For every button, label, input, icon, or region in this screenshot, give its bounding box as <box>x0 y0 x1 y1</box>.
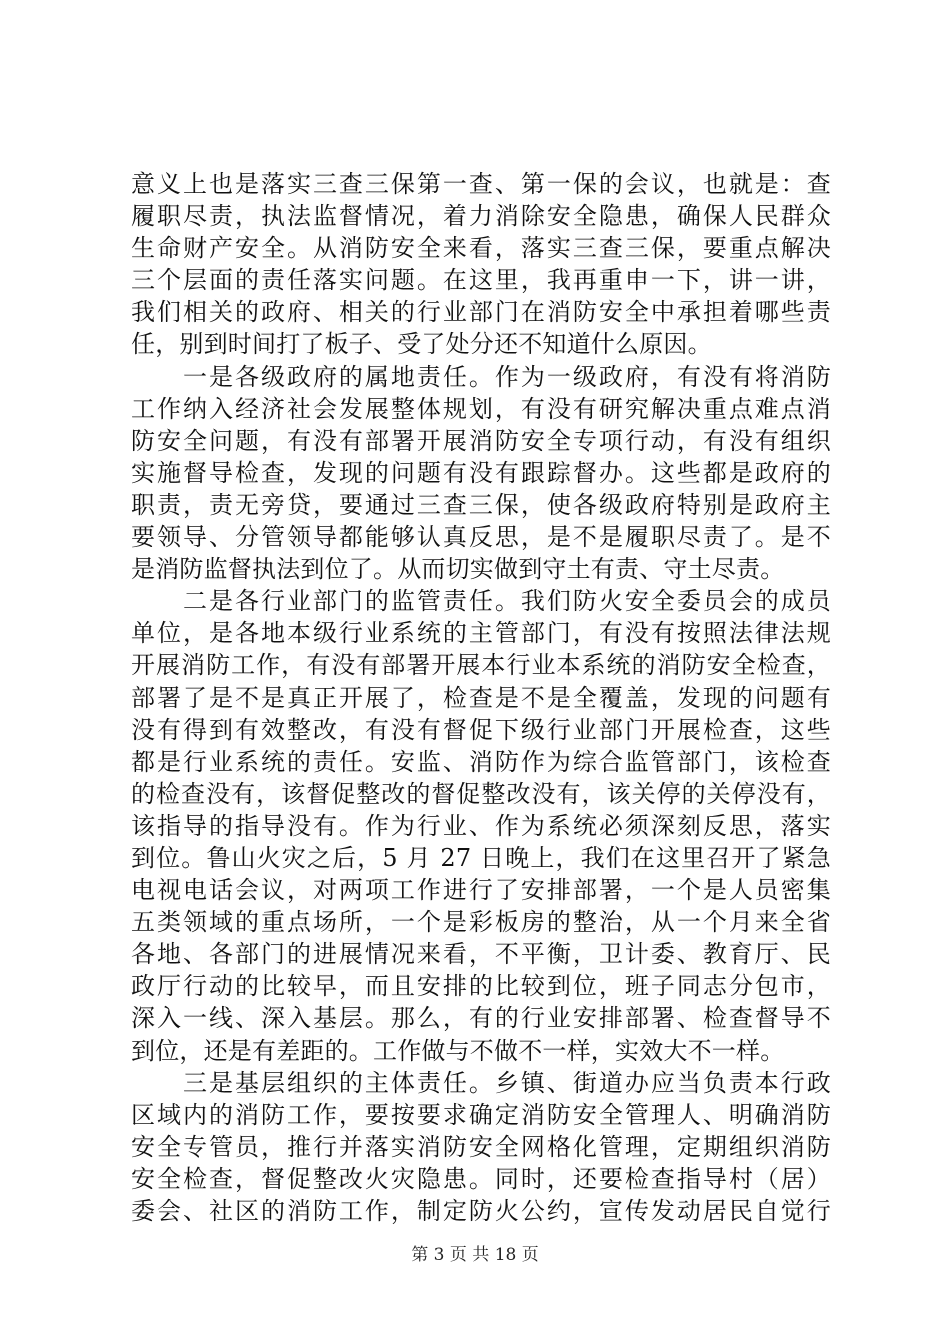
text-line: 三是基层组织的主体责任。乡镇、街道办应当负责本行政 <box>131 1068 831 1097</box>
text-line: 履职尽责，执法监督情况，着力消除安全隐患，确保人民群众 <box>131 202 831 231</box>
text-line: 电视电话会议，对两项工作进行了安排部署，一个是人员密集 <box>131 876 831 905</box>
text-line: 到位。鲁山火灾之后，5 月 27 日晚上，我们在这里召开了紧急 <box>131 843 831 872</box>
text-line: 意义上也是落实三查三保第一查、第一保的会议，也就是：查 <box>131 170 831 198</box>
text-line: 安全专管员，推行并落实消防安全网格化管理，定期组织消防 <box>131 1132 831 1161</box>
text-line: 一是各级政府的属地责任。作为一级政府，有没有将消防 <box>131 362 831 391</box>
text-line: 部署了是不是真正开展了，检查是不是全覆盖，发现的问题有 <box>131 683 831 712</box>
text-line: 实施督导检查，发现的问题有没有跟踪督办。这些都是政府的 <box>131 458 831 487</box>
text-line: 安全检查，督促整改火灾隐患。同时，还要检查指导村（居） <box>131 1164 831 1193</box>
text-line: 任，别到时间打了板子、受了处分还不知道什么原因。 <box>131 330 712 359</box>
text-line: 三个层面的责任落实问题。在这里，我再重申一下，讲一讲， <box>131 266 831 295</box>
text-line: 工作纳入经济社会发展整体规划，有没有研究解决重点难点消 <box>131 394 831 423</box>
text-line: 防安全问题，有没有部署开展消防安全专项行动，有没有组织 <box>131 426 831 455</box>
text-line: 五类领域的重点场所，一个是彩板房的整治，从一个月来全省 <box>131 908 831 937</box>
text-line: 二是各行业部门的监管责任。我们防火安全委员会的成员 <box>131 587 831 616</box>
document-body <box>131 168 831 1227</box>
text-line: 政厅行动的比较早，而且安排的比较到位，班子同志分包市， <box>131 972 831 1001</box>
text-line: 开展消防工作，有没有部署开展本行业本系统的消防安全检查， <box>131 651 831 680</box>
text-line: 都是行业系统的责任。安监、消防作为综合监管部门，该检查 <box>131 747 831 776</box>
text-line: 的检查没有，该督促整改的督促整改没有，该关停的关停没有， <box>131 779 831 808</box>
text-line: 委会、社区的消防工作，制定防火公约，宣传发动居民自觉行 <box>131 1197 831 1225</box>
text-line: 区域内的消防工作，要按要求确定消防安全管理人、明确消防 <box>131 1100 831 1129</box>
text-line: 生命财产安全。从消防安全来看，落实三查三保，要重点解决 <box>131 234 831 263</box>
text-line: 要领导、分管领导都能够认真反思，是不是履职尽责了。是不 <box>131 523 831 552</box>
text-line: 深入一线、深入基层。那么，有的行业安排部署、检查督导不 <box>131 1004 831 1033</box>
text-line: 是消防监督执法到位了。从而切实做到守土有责、守土尽责。 <box>131 555 785 584</box>
text-line: 单位，是各地本级行业系统的主管部门，有没有按照法律法规 <box>131 619 831 648</box>
text-line: 我们相关的政府、相关的行业部门在消防安全中承担着哪些责 <box>131 298 831 327</box>
text-line: 职责，责无旁贷，要通过三查三保，使各级政府特别是政府主 <box>131 490 831 519</box>
text-line: 到位，还是有差距的。工作做与不做不一样，实效大不一样。 <box>131 1036 785 1065</box>
text-line: 各地、各部门的进展情况来看，不平衡，卫计委、教育厅、民 <box>131 940 831 969</box>
page-footer: 第 3 页 共 18 页 <box>411 1245 539 1265</box>
text-line: 该指导的指导没有。作为行业、作为系统必须深刻反思，落实 <box>131 811 831 840</box>
text-line: 没有得到有效整改，有没有督促下级行业部门开展检查，这些 <box>131 715 831 744</box>
